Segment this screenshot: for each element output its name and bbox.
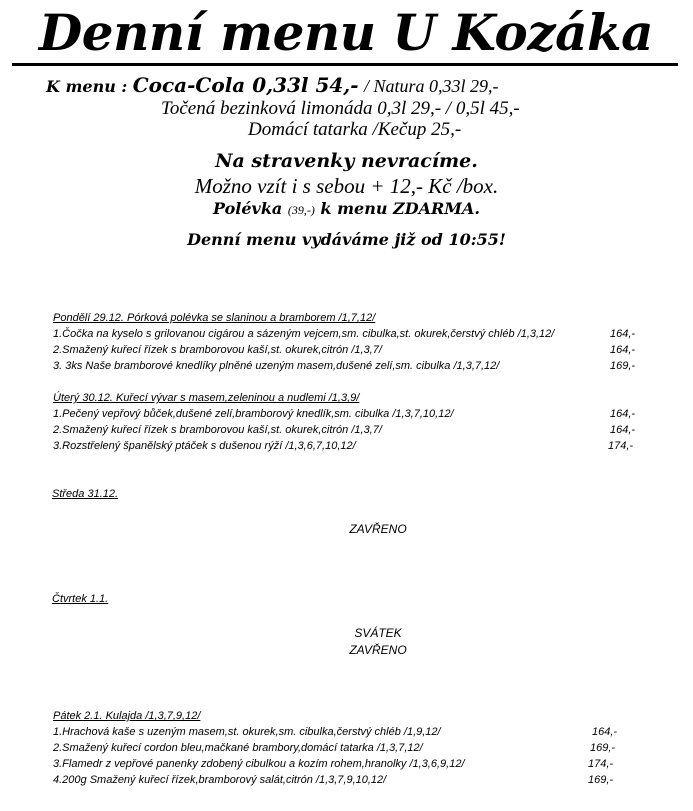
lemonade-price: Točená bezinková limonáda 0,3l 29,- / 0,5l 45,-	[161, 98, 520, 119]
drinks-line	[46, 73, 499, 97]
page-title: Denní menu U Kozáka	[38, 3, 654, 62]
menu-item-name: 2.Smažený kuřecí řízek s bramborovou kaší,st. okurek,citrón /1,3,7/	[53, 424, 382, 436]
soup-notice-b: k menu ZDARMA.	[314, 199, 480, 218]
natura-price: / Natura 0,33l 29,-	[363, 76, 499, 96]
closed-note: ZAVŘENO	[349, 522, 407, 536]
title-underline	[12, 63, 678, 66]
serving-time-notice: Denní menu vydáváme již od 10:55!	[187, 230, 506, 249]
menu-item-price: 164,-	[592, 726, 618, 738]
holiday-note: SVÁTEK	[354, 626, 402, 640]
takeaway-notice: Možno vzít i s sebou + 12,- Kč /box.	[194, 174, 499, 198]
menu-item-price: 164,-	[610, 328, 636, 340]
menu-item-price: 169,-	[610, 360, 636, 372]
menu-item-name: 2.Smažený kuřecí řízek s bramborovou kaší,st. okurek,citrón /1,3,7/	[53, 344, 382, 356]
menu-item-price: 169,-	[588, 774, 614, 786]
menu-item-name: 3.Flamedr z vepřové panenky zdobený cibulkou a kozím rohem,hranolky /1,3,6,9,12/	[53, 758, 465, 770]
menu-item-name: 1.Hrachová kaše s uzeným masem,st. okurek,sm. cibulka,čerstvý chléb /1,9,12/	[53, 726, 441, 738]
menu-item-name: 2.Smažený kuřecí cordon bleu,mačkané brambory,domácí tatarka /1,3,7,12/	[53, 742, 423, 754]
coke-price: Coca-Cola 0,33l 54,-	[132, 73, 359, 97]
stravenky-notice: Na stravenky nevracíme.	[215, 150, 478, 172]
day-heading-friday: Pátek 2.1. Kulajda /1,3,7,9,12/	[53, 710, 201, 722]
menu-item-name: 3.Rozstřelený španělský ptáček s dušenou rýží /1,3,6,7,10,12/	[53, 440, 356, 452]
drinks-label: K menu :	[46, 77, 128, 96]
day-heading-tuesday: Úterý 30.12. Kuřecí vývar s masem,zeleninou a nudlemi /1,3,9/	[53, 392, 360, 404]
closed-note: ZAVŘENO	[349, 643, 407, 657]
soup-price: (39,-)	[287, 203, 315, 217]
menu-item-price: 174,-	[608, 440, 634, 452]
day-heading-monday: Pondělí 29.12. Pórková polévka se slaninou a bramborem /1,7,12/	[53, 312, 376, 324]
menu-item-price: 164,-	[610, 344, 636, 356]
menu-item-name: 1.Čočka na kyselo s grilovanou cigárou a sázeným vejcem,sm. cibulka,st. okurek,čerstvý chléb /1,3,12/	[53, 328, 555, 340]
menu-item-price: 164,-	[610, 424, 636, 436]
tatarka-price: Domácí tatarka /Kečup 25,-	[248, 119, 462, 140]
menu-item-name: 1.Pečený vepřový bůček,dušené zelí,bramborový knedlík,sm. cibulka /1,3,7,10,12/	[53, 408, 454, 420]
menu-item-name: 4.200g Smažený kuřecí řízek,bramborový salát,citrón /1,3,7,9,10,12/	[53, 774, 387, 786]
menu-item-price: 169,-	[590, 742, 616, 754]
day-heading-thursday: Čtvrtek 1.1.	[52, 593, 109, 605]
day-heading-wednesday: Středa 31.12.	[52, 488, 119, 500]
soup-notice-a: Polévka	[213, 199, 288, 218]
menu-item-price: 164,-	[610, 408, 636, 420]
menu-item-price: 174,-	[588, 758, 614, 770]
menu-item-name: 3. 3ks Naše bramborové knedlíky plněné uzeným masem,dušené zelí,sm. cibulka /1,3,7,12/	[53, 360, 500, 372]
soup-notice	[0, 199, 693, 218]
